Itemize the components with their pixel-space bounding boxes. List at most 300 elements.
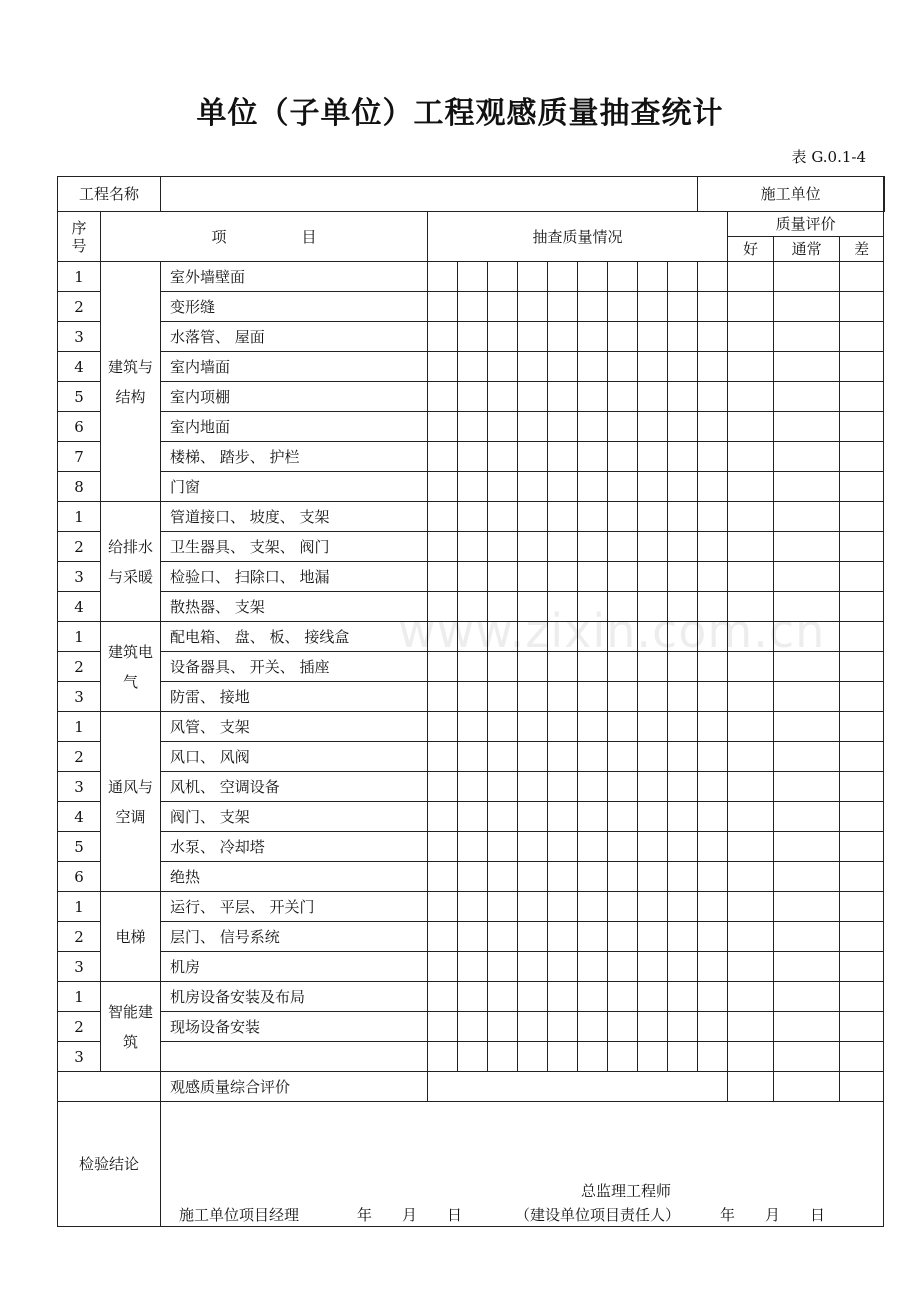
check-cell[interactable] <box>458 442 488 472</box>
overall-check-field[interactable] <box>428 1072 728 1102</box>
check-cell[interactable] <box>608 502 638 532</box>
check-cell[interactable] <box>548 292 578 322</box>
check-cell[interactable] <box>578 472 608 502</box>
check-cell[interactable] <box>638 712 668 742</box>
eval-good-cell[interactable] <box>728 742 774 772</box>
check-cell[interactable] <box>698 772 728 802</box>
check-cell[interactable] <box>578 382 608 412</box>
check-cell[interactable] <box>698 412 728 442</box>
check-cell[interactable] <box>638 772 668 802</box>
check-cell[interactable] <box>458 502 488 532</box>
eval-good-cell[interactable] <box>728 292 774 322</box>
eval-normal-cell[interactable] <box>774 802 840 832</box>
check-cell[interactable] <box>608 532 638 562</box>
check-cell[interactable] <box>488 682 518 712</box>
eval-bad-cell[interactable] <box>840 922 884 952</box>
check-cell[interactable] <box>608 1042 638 1072</box>
check-cell[interactable] <box>668 892 698 922</box>
eval-normal-cell[interactable] <box>774 562 840 592</box>
check-cell[interactable] <box>428 652 458 682</box>
check-cell[interactable] <box>458 262 488 292</box>
eval-good-cell[interactable] <box>728 862 774 892</box>
check-cell[interactable] <box>458 382 488 412</box>
check-cell[interactable] <box>488 1042 518 1072</box>
eval-normal-cell[interactable] <box>774 412 840 442</box>
check-cell[interactable] <box>608 592 638 622</box>
check-cell[interactable] <box>698 292 728 322</box>
check-cell[interactable] <box>428 292 458 322</box>
check-cell[interactable] <box>668 262 698 292</box>
contractor-field[interactable] <box>884 177 885 212</box>
check-cell[interactable] <box>458 802 488 832</box>
check-cell[interactable] <box>488 712 518 742</box>
check-cell[interactable] <box>428 322 458 352</box>
check-cell[interactable] <box>668 562 698 592</box>
check-cell[interactable] <box>518 862 548 892</box>
check-cell[interactable] <box>458 952 488 982</box>
check-cell[interactable] <box>608 862 638 892</box>
eval-bad-cell[interactable] <box>840 352 884 382</box>
check-cell[interactable] <box>698 1012 728 1042</box>
eval-good-cell[interactable] <box>728 442 774 472</box>
check-cell[interactable] <box>668 412 698 442</box>
check-cell[interactable] <box>518 262 548 292</box>
check-cell[interactable] <box>458 532 488 562</box>
eval-good-cell[interactable] <box>728 832 774 862</box>
check-cell[interactable] <box>548 412 578 442</box>
check-cell[interactable] <box>458 292 488 322</box>
eval-bad-cell[interactable] <box>840 262 884 292</box>
check-cell[interactable] <box>428 712 458 742</box>
eval-bad-cell[interactable] <box>840 382 884 412</box>
eval-good-cell[interactable] <box>728 412 774 442</box>
check-cell[interactable] <box>428 892 458 922</box>
check-cell[interactable] <box>428 262 458 292</box>
conclusion-field[interactable] <box>161 1102 884 1227</box>
check-cell[interactable] <box>578 592 608 622</box>
check-cell[interactable] <box>608 892 638 922</box>
check-cell[interactable] <box>548 892 578 922</box>
check-cell[interactable] <box>698 442 728 472</box>
eval-bad-cell[interactable] <box>840 472 884 502</box>
check-cell[interactable] <box>578 502 608 532</box>
check-cell[interactable] <box>428 982 458 1012</box>
check-cell[interactable] <box>518 952 548 982</box>
eval-normal-cell[interactable] <box>774 1072 840 1102</box>
eval-good-cell[interactable] <box>728 802 774 832</box>
eval-good-cell[interactable] <box>728 622 774 652</box>
eval-normal-cell[interactable] <box>774 262 840 292</box>
check-cell[interactable] <box>698 472 728 502</box>
check-cell[interactable] <box>608 322 638 352</box>
check-cell[interactable] <box>458 832 488 862</box>
check-cell[interactable] <box>428 772 458 802</box>
check-cell[interactable] <box>518 802 548 832</box>
check-cell[interactable] <box>638 322 668 352</box>
check-cell[interactable] <box>428 352 458 382</box>
eval-bad-cell[interactable] <box>840 832 884 862</box>
check-cell[interactable] <box>548 592 578 622</box>
check-cell[interactable] <box>488 952 518 982</box>
check-cell[interactable] <box>488 592 518 622</box>
eval-bad-cell[interactable] <box>840 1012 884 1042</box>
check-cell[interactable] <box>548 652 578 682</box>
check-cell[interactable] <box>488 262 518 292</box>
check-cell[interactable] <box>518 742 548 772</box>
check-cell[interactable] <box>578 982 608 1012</box>
eval-good-cell[interactable] <box>728 652 774 682</box>
check-cell[interactable] <box>608 382 638 412</box>
check-cell[interactable] <box>518 502 548 532</box>
check-cell[interactable] <box>578 442 608 472</box>
eval-normal-cell[interactable] <box>774 352 840 382</box>
check-cell[interactable] <box>518 622 548 652</box>
check-cell[interactable] <box>488 562 518 592</box>
eval-normal-cell[interactable] <box>774 1012 840 1042</box>
check-cell[interactable] <box>428 802 458 832</box>
check-cell[interactable] <box>638 1012 668 1042</box>
check-cell[interactable] <box>548 862 578 892</box>
eval-bad-cell[interactable] <box>840 652 884 682</box>
check-cell[interactable] <box>458 682 488 712</box>
check-cell[interactable] <box>428 682 458 712</box>
check-cell[interactable] <box>428 412 458 442</box>
check-cell[interactable] <box>638 382 668 412</box>
check-cell[interactable] <box>428 1012 458 1042</box>
check-cell[interactable] <box>458 922 488 952</box>
eval-normal-cell[interactable] <box>774 292 840 322</box>
check-cell[interactable] <box>698 322 728 352</box>
eval-good-cell[interactable] <box>728 1072 774 1102</box>
check-cell[interactable] <box>608 832 638 862</box>
check-cell[interactable] <box>578 772 608 802</box>
eval-bad-cell[interactable] <box>840 862 884 892</box>
check-cell[interactable] <box>518 592 548 622</box>
check-cell[interactable] <box>548 442 578 472</box>
check-cell[interactable] <box>428 442 458 472</box>
check-cell[interactable] <box>458 1042 488 1072</box>
check-cell[interactable] <box>668 292 698 322</box>
check-cell[interactable] <box>518 1012 548 1042</box>
check-cell[interactable] <box>428 562 458 592</box>
check-cell[interactable] <box>698 832 728 862</box>
check-cell[interactable] <box>548 352 578 382</box>
check-cell[interactable] <box>698 862 728 892</box>
eval-bad-cell[interactable] <box>840 1072 884 1102</box>
check-cell[interactable] <box>428 1042 458 1072</box>
check-cell[interactable] <box>668 832 698 862</box>
check-cell[interactable] <box>458 892 488 922</box>
check-cell[interactable] <box>458 472 488 502</box>
check-cell[interactable] <box>638 802 668 832</box>
eval-bad-cell[interactable] <box>840 622 884 652</box>
check-cell[interactable] <box>668 502 698 532</box>
eval-good-cell[interactable] <box>728 532 774 562</box>
check-cell[interactable] <box>518 412 548 442</box>
check-cell[interactable] <box>488 352 518 382</box>
check-cell[interactable] <box>608 352 638 382</box>
eval-normal-cell[interactable] <box>774 622 840 652</box>
eval-good-cell[interactable] <box>728 712 774 742</box>
check-cell[interactable] <box>698 622 728 652</box>
eval-good-cell[interactable] <box>728 952 774 982</box>
check-cell[interactable] <box>518 1042 548 1072</box>
check-cell[interactable] <box>668 712 698 742</box>
eval-normal-cell[interactable] <box>774 952 840 982</box>
check-cell[interactable] <box>608 712 638 742</box>
check-cell[interactable] <box>698 262 728 292</box>
check-cell[interactable] <box>488 622 518 652</box>
check-cell[interactable] <box>458 742 488 772</box>
check-cell[interactable] <box>608 442 638 472</box>
check-cell[interactable] <box>488 532 518 562</box>
eval-normal-cell[interactable] <box>774 982 840 1012</box>
eval-good-cell[interactable] <box>728 352 774 382</box>
eval-normal-cell[interactable] <box>774 922 840 952</box>
check-cell[interactable] <box>668 862 698 892</box>
check-cell[interactable] <box>668 1012 698 1042</box>
eval-normal-cell[interactable] <box>774 442 840 472</box>
check-cell[interactable] <box>428 862 458 892</box>
check-cell[interactable] <box>518 442 548 472</box>
eval-bad-cell[interactable] <box>840 682 884 712</box>
eval-good-cell[interactable] <box>728 982 774 1012</box>
eval-bad-cell[interactable] <box>840 322 884 352</box>
check-cell[interactable] <box>638 1042 668 1072</box>
check-cell[interactable] <box>578 562 608 592</box>
check-cell[interactable] <box>518 892 548 922</box>
check-cell[interactable] <box>548 322 578 352</box>
check-cell[interactable] <box>488 1012 518 1042</box>
check-cell[interactable] <box>428 952 458 982</box>
eval-normal-cell[interactable] <box>774 382 840 412</box>
check-cell[interactable] <box>458 772 488 802</box>
check-cell[interactable] <box>548 712 578 742</box>
eval-good-cell[interactable] <box>728 472 774 502</box>
check-cell[interactable] <box>548 922 578 952</box>
check-cell[interactable] <box>608 622 638 652</box>
check-cell[interactable] <box>638 262 668 292</box>
check-cell[interactable] <box>548 502 578 532</box>
check-cell[interactable] <box>578 412 608 442</box>
check-cell[interactable] <box>638 862 668 892</box>
check-cell[interactable] <box>458 982 488 1012</box>
check-cell[interactable] <box>638 412 668 442</box>
check-cell[interactable] <box>698 352 728 382</box>
check-cell[interactable] <box>668 682 698 712</box>
check-cell[interactable] <box>578 652 608 682</box>
check-cell[interactable] <box>638 682 668 712</box>
eval-bad-cell[interactable] <box>840 892 884 922</box>
eval-bad-cell[interactable] <box>840 712 884 742</box>
check-cell[interactable] <box>608 802 638 832</box>
check-cell[interactable] <box>668 382 698 412</box>
eval-normal-cell[interactable] <box>774 712 840 742</box>
check-cell[interactable] <box>458 622 488 652</box>
check-cell[interactable] <box>578 862 608 892</box>
check-cell[interactable] <box>698 532 728 562</box>
check-cell[interactable] <box>698 382 728 412</box>
check-cell[interactable] <box>638 742 668 772</box>
check-cell[interactable] <box>488 982 518 1012</box>
check-cell[interactable] <box>668 352 698 382</box>
eval-normal-cell[interactable] <box>774 532 840 562</box>
check-cell[interactable] <box>608 562 638 592</box>
check-cell[interactable] <box>608 772 638 802</box>
check-cell[interactable] <box>608 1012 638 1042</box>
check-cell[interactable] <box>548 562 578 592</box>
check-cell[interactable] <box>638 622 668 652</box>
check-cell[interactable] <box>578 1012 608 1042</box>
check-cell[interactable] <box>428 472 458 502</box>
check-cell[interactable] <box>638 502 668 532</box>
eval-normal-cell[interactable] <box>774 862 840 892</box>
check-cell[interactable] <box>548 802 578 832</box>
check-cell[interactable] <box>548 382 578 412</box>
check-cell[interactable] <box>578 922 608 952</box>
check-cell[interactable] <box>488 772 518 802</box>
check-cell[interactable] <box>578 262 608 292</box>
eval-normal-cell[interactable] <box>774 682 840 712</box>
eval-good-cell[interactable] <box>728 502 774 532</box>
check-cell[interactable] <box>578 532 608 562</box>
check-cell[interactable] <box>638 952 668 982</box>
check-cell[interactable] <box>698 682 728 712</box>
check-cell[interactable] <box>608 652 638 682</box>
check-cell[interactable] <box>548 772 578 802</box>
check-cell[interactable] <box>578 892 608 922</box>
eval-bad-cell[interactable] <box>840 442 884 472</box>
check-cell[interactable] <box>518 772 548 802</box>
check-cell[interactable] <box>548 622 578 652</box>
check-cell[interactable] <box>668 652 698 682</box>
check-cell[interactable] <box>488 322 518 352</box>
check-cell[interactable] <box>638 892 668 922</box>
check-cell[interactable] <box>698 742 728 772</box>
check-cell[interactable] <box>518 382 548 412</box>
eval-normal-cell[interactable] <box>774 742 840 772</box>
check-cell[interactable] <box>608 682 638 712</box>
eval-normal-cell[interactable] <box>774 1042 840 1072</box>
check-cell[interactable] <box>518 352 548 382</box>
check-cell[interactable] <box>428 592 458 622</box>
check-cell[interactable] <box>518 922 548 952</box>
check-cell[interactable] <box>578 952 608 982</box>
check-cell[interactable] <box>518 652 548 682</box>
check-cell[interactable] <box>698 712 728 742</box>
check-cell[interactable] <box>638 592 668 622</box>
check-cell[interactable] <box>698 982 728 1012</box>
check-cell[interactable] <box>668 982 698 1012</box>
check-cell[interactable] <box>488 652 518 682</box>
eval-normal-cell[interactable] <box>774 652 840 682</box>
check-cell[interactable] <box>638 442 668 472</box>
check-cell[interactable] <box>668 592 698 622</box>
check-cell[interactable] <box>458 352 488 382</box>
check-cell[interactable] <box>578 802 608 832</box>
check-cell[interactable] <box>548 742 578 772</box>
check-cell[interactable] <box>488 862 518 892</box>
eval-bad-cell[interactable] <box>840 952 884 982</box>
check-cell[interactable] <box>698 562 728 592</box>
check-cell[interactable] <box>488 412 518 442</box>
check-cell[interactable] <box>668 952 698 982</box>
eval-normal-cell[interactable] <box>774 592 840 622</box>
check-cell[interactable] <box>458 412 488 442</box>
check-cell[interactable] <box>608 922 638 952</box>
check-cell[interactable] <box>698 922 728 952</box>
check-cell[interactable] <box>488 472 518 502</box>
check-cell[interactable] <box>488 382 518 412</box>
check-cell[interactable] <box>488 292 518 322</box>
eval-bad-cell[interactable] <box>840 412 884 442</box>
eval-good-cell[interactable] <box>728 922 774 952</box>
eval-bad-cell[interactable] <box>840 772 884 802</box>
check-cell[interactable] <box>458 1012 488 1042</box>
check-cell[interactable] <box>428 832 458 862</box>
eval-bad-cell[interactable] <box>840 292 884 322</box>
check-cell[interactable] <box>548 532 578 562</box>
check-cell[interactable] <box>548 682 578 712</box>
check-cell[interactable] <box>488 442 518 472</box>
check-cell[interactable] <box>548 1042 578 1072</box>
check-cell[interactable] <box>458 322 488 352</box>
check-cell[interactable] <box>488 502 518 532</box>
check-cell[interactable] <box>578 712 608 742</box>
check-cell[interactable] <box>428 742 458 772</box>
check-cell[interactable] <box>578 742 608 772</box>
check-cell[interactable] <box>608 472 638 502</box>
eval-bad-cell[interactable] <box>840 982 884 1012</box>
check-cell[interactable] <box>518 832 548 862</box>
eval-normal-cell[interactable] <box>774 502 840 532</box>
check-cell[interactable] <box>608 982 638 1012</box>
check-cell[interactable] <box>428 532 458 562</box>
check-cell[interactable] <box>578 292 608 322</box>
eval-bad-cell[interactable] <box>840 562 884 592</box>
check-cell[interactable] <box>668 802 698 832</box>
eval-bad-cell[interactable] <box>840 532 884 562</box>
eval-good-cell[interactable] <box>728 1042 774 1072</box>
check-cell[interactable] <box>518 322 548 352</box>
eval-bad-cell[interactable] <box>840 802 884 832</box>
check-cell[interactable] <box>488 892 518 922</box>
check-cell[interactable] <box>668 922 698 952</box>
check-cell[interactable] <box>458 652 488 682</box>
check-cell[interactable] <box>428 622 458 652</box>
check-cell[interactable] <box>638 832 668 862</box>
check-cell[interactable] <box>698 652 728 682</box>
check-cell[interactable] <box>578 832 608 862</box>
check-cell[interactable] <box>428 382 458 412</box>
check-cell[interactable] <box>668 442 698 472</box>
check-cell[interactable] <box>488 742 518 772</box>
check-cell[interactable] <box>698 502 728 532</box>
check-cell[interactable] <box>608 262 638 292</box>
check-cell[interactable] <box>698 892 728 922</box>
eval-good-cell[interactable] <box>728 592 774 622</box>
check-cell[interactable] <box>548 982 578 1012</box>
check-cell[interactable] <box>638 352 668 382</box>
eval-good-cell[interactable] <box>728 772 774 802</box>
check-cell[interactable] <box>488 922 518 952</box>
check-cell[interactable] <box>428 922 458 952</box>
eval-bad-cell[interactable] <box>840 502 884 532</box>
check-cell[interactable] <box>638 652 668 682</box>
check-cell[interactable] <box>458 862 488 892</box>
eval-normal-cell[interactable] <box>774 892 840 922</box>
eval-good-cell[interactable] <box>728 1012 774 1042</box>
